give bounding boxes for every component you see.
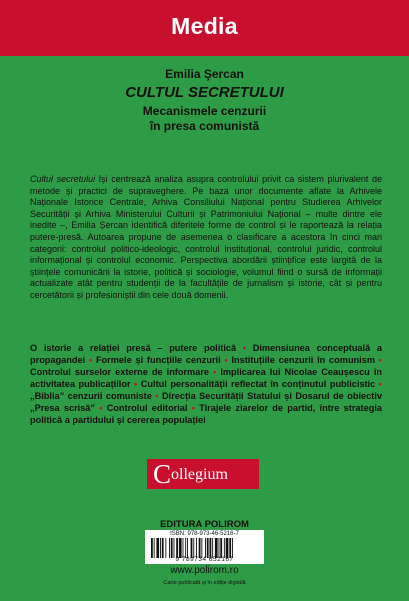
topic-item: Controlul editorial (106, 403, 188, 413)
collegium-logo (147, 459, 259, 489)
media-banner (0, 0, 409, 56)
barcode-bar (160, 538, 161, 558)
barcode-bar (210, 538, 212, 558)
topic-bullet: • (209, 367, 221, 377)
topic-item: Direcția Securității Statului și Dosarul de obiectiv „Presa scrisă” (30, 391, 382, 413)
topic-item: Formele și funcțiile cenzurii (95, 355, 221, 365)
barcode-bar (169, 538, 170, 558)
topic-bullet: • (95, 403, 107, 413)
topic-item: Tirajele ziarelor de partid, între strategia politică a partidului și cererea populației (30, 403, 382, 425)
topic-item: Controlul surselor externe de informare (30, 367, 210, 377)
topic-item: „Biblia” cenzurii comuniste (30, 391, 152, 401)
barcode-bar (219, 538, 220, 558)
barcode-bar (176, 538, 178, 558)
blurb-body: își centrează analiza asupra controlului privit ca sistem plurivalent de metode și practici de supraveghere. Pe baza unor documente aflate la Arhivele Naționale Istorice Centrale, Arhiva Consiliului Național pentru Studierea Arhivelor Securității și Arhiva Ministerului Culturii și Patrimoniului Național – multe dintre ele inedite –, Emilia Șercan identifică diferitele forme de control și le raportează la relația putere-presă. Autoarea propune de asemenea o clasificare a acestora în cinci mari categorii: controlul politico-ideologic, controlul instituțional, controlul juridic, controlul informațional și controlul economic. Perspectiva abordării științifice este largită de la științele comunicării la istorie, politică și sociologie, volumul fiind o sursă de informații actualizate atât pentru studenții de la facultățile de jurnalism și istorie, cât și pentru cercetătorii și profesioniștii din cele două domenii. (30, 174, 382, 300)
barcode-bar (226, 538, 229, 558)
author-name: Emilia Şercan (165, 67, 244, 81)
barcode-bar (156, 538, 159, 558)
barcode-bar (183, 538, 184, 558)
topic-bullet: • (220, 355, 232, 365)
topic-item: Cultul personalității reflectat în conținutul publicistic (140, 379, 376, 389)
barcode-bar (171, 538, 173, 558)
subtitle-line-2: în presa comunistă (149, 119, 260, 133)
topic-bullet: • (375, 355, 383, 365)
topic-bullet: • (375, 379, 383, 389)
topic-bullet: • (151, 391, 162, 401)
barcode-bar (174, 538, 175, 558)
topic-bullet: • (85, 355, 96, 365)
barcode (145, 530, 264, 564)
blurb-italic-lead: Cultul secretului (30, 174, 96, 184)
barcode-bar (151, 538, 153, 558)
publisher-website: www.polirom.ro (170, 565, 239, 576)
barcode-bar (185, 538, 186, 558)
topic-item: O istorie a relației presă – putere politică (30, 343, 237, 353)
barcode-bar (232, 538, 233, 558)
topic-bullet: • (187, 403, 200, 413)
barcode-bar (205, 538, 206, 558)
collegium-name: ollegium (171, 466, 228, 483)
topics-list (30, 342, 382, 426)
barcode-bar (215, 538, 218, 558)
barcode-bar (212, 538, 213, 558)
subtitle-line-1: Mecanismele cenzurii (142, 104, 267, 118)
barcode-bar (193, 538, 194, 558)
topic-item: Implicarea lui Nicolae Ceaușescu în activitatea publicațiilor (30, 367, 382, 389)
barcode-bar (201, 538, 202, 558)
barcode-bar (199, 538, 201, 558)
digital-edition-note: Carte publicată și în ediție digitală (163, 580, 246, 586)
barcode-bar (162, 538, 164, 558)
topic-item: Instituțiile cenzurii în comunism (231, 355, 376, 365)
barcode-bar (207, 538, 209, 558)
topic-bullet: • (236, 343, 253, 353)
barcode-bar (179, 538, 182, 558)
barcode-digits: 9 789734 652167 (175, 556, 234, 563)
barcode-bar (154, 538, 155, 558)
topic-item: Dimensiunea conceptuală a propagandei (30, 343, 382, 365)
collegium-initial: C (153, 459, 172, 489)
book-title: CULTUL SECRETULUI (125, 84, 284, 101)
topic-bullet: • (130, 379, 141, 389)
publisher-name: EDITURA POLIROM (160, 519, 249, 530)
barcode-bar (191, 538, 193, 558)
barcode-bars (151, 538, 258, 558)
barcode-bar (165, 538, 166, 558)
barcode-bar (229, 538, 231, 558)
series-label: Media (171, 13, 238, 39)
blurb-paragraph (30, 174, 382, 302)
isbn-label: ISBN: 978-973-46-5216-7 (170, 531, 239, 537)
barcode-bar (196, 538, 197, 558)
book-subtitle (0, 104, 409, 134)
barcode-bar (220, 538, 222, 558)
barcode-bar (224, 538, 225, 558)
barcode-bar (187, 538, 188, 558)
